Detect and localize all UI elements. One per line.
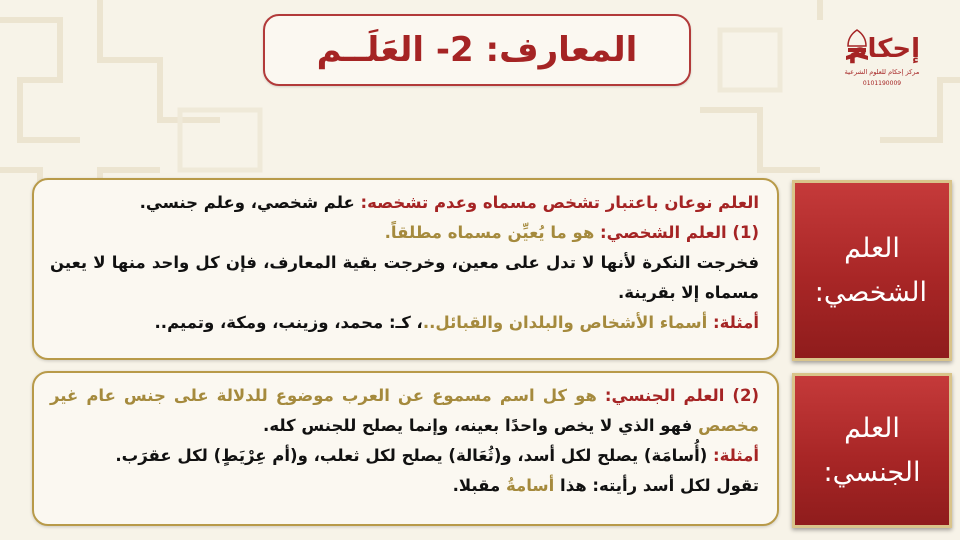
section2-examples-list: (أُسامَة) يصلح لكل أسد، و(ثُعَالة) يصلح لكل ثعلب، و(أم عِرْيَطٍ) لكل عقرَب. [115,446,714,465]
section1-examples-label: أمثلة: [713,313,759,332]
section2-line1 [50,381,759,441]
section1-examples-list: ، كـ: محمد، وزينب، ومكة، وتميم.. [154,313,423,332]
section2-content [32,371,779,526]
section2-heading-panel [792,373,952,528]
section2-examples-label: أمثلة: [713,446,759,465]
section1-intro: العلم نوعان باعتبار تشخص مسماه وعدم تشخصه: [360,193,759,212]
section1-def: هو ما يُعيِّن مسماه مطلقاً. [384,223,601,242]
section1-explanation: فخرجت النكرة لأنها لا تدل على معين، وخرجت بقية المعارف، فإن كل واحد منها لا يعين مسماه إلا بقرينة. [50,253,759,302]
section2-def: هو كل اسم مسموع عن العرب موضوع للدلالة على جنس عام غير مخصص [50,386,759,435]
section1-intro-types: علم شخصي، وعلم جنسي. [139,193,361,212]
slide-title: المعارف: 2- العَلَــم [316,30,638,70]
section2-def-label: (2) العلم الجنسي: [604,386,759,405]
section1-heading: العلم الشخصي: [814,232,927,308]
section1-examples [50,308,759,338]
section2-usage-name: أسامةُ [505,476,555,495]
section2-usage [50,471,759,501]
section1-def-label: (1) العلم الشخصي: [600,223,759,242]
logo-name: إحكام [848,34,920,64]
section1-heading-panel [792,180,952,361]
section1-examples-gold: أسماء الأشخاص والبلدان والقبائل.. [422,313,714,332]
section1-line1 [50,188,759,218]
section2-examples [50,441,759,471]
section1-line2 [50,218,759,248]
logo [842,28,922,96]
logo-phone: 0101190009 [862,80,902,87]
section2-usage-end: مقبلا. [452,476,506,495]
section2-usage-text: تقول لكل أسد رأيته: هذا [554,476,759,495]
section1-content [32,178,779,360]
section2-explanation: فهو الذي لا يخص واحدًا بعينه، وإنما يصلح للجنس كله. [263,416,699,435]
logo-subtitle: مركز إحكام للعلوم الشرعية [844,68,920,76]
title-box [263,14,691,86]
section2-heading: العلم الجنسي: [823,412,921,488]
